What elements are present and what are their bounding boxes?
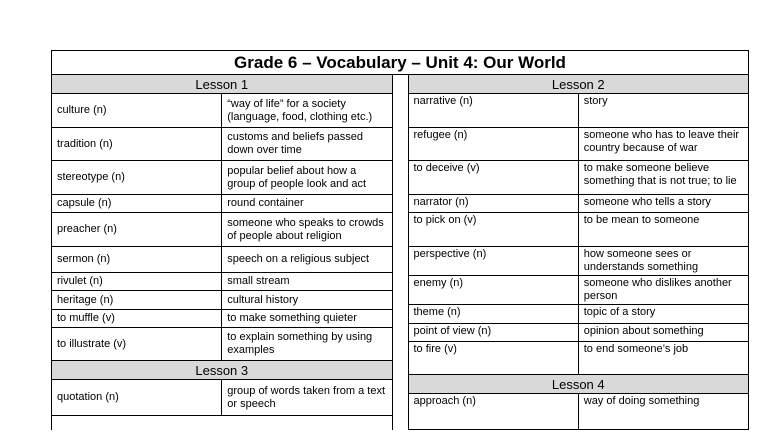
vocab-definition: someone who tells a story	[578, 195, 748, 213]
vocab-definition: to make someone believe something that is not true; to lie	[578, 161, 748, 195]
vocab-row	[409, 324, 749, 342]
vocab-definition: cultural history	[222, 291, 392, 310]
vocab-row	[52, 247, 392, 273]
lesson-label: Lesson 3	[52, 361, 392, 380]
vocab-definition: how someone sees or understands something	[578, 247, 748, 276]
vocab-term: approach (n)	[409, 394, 579, 430]
vocab-definition: topic of a story	[578, 305, 748, 324]
vocab-row	[409, 342, 749, 375]
vocab-definition: opinion about something	[578, 324, 748, 342]
lesson-label: Lesson 1	[52, 75, 392, 94]
vocab-term: to pick on (v)	[409, 213, 579, 247]
vocab-definition: someone who has to leave their country because of war	[578, 128, 748, 161]
vocab-definition: someone who dislikes another person	[578, 276, 748, 305]
vocab-table-right	[409, 75, 749, 430]
vocab-definition: to be mean to someone	[578, 213, 748, 247]
vocab-row	[52, 128, 392, 161]
vocab-row	[52, 213, 392, 247]
vocab-definition: way of doing something	[578, 394, 748, 430]
vocab-term: culture (n)	[52, 94, 222, 128]
vocab-definition: group of words taken from a text or speech	[222, 380, 392, 416]
lesson-label: Lesson 4	[409, 375, 749, 394]
vocab-row	[52, 380, 392, 416]
vocab-term: rivulet (n)	[52, 273, 222, 291]
vocab-row	[409, 394, 749, 430]
vocab-term: tradition (n)	[52, 128, 222, 161]
vocabulary-columns	[52, 75, 748, 430]
vocab-table-left	[52, 75, 392, 416]
vocab-term: sermon (n)	[52, 247, 222, 273]
page-title: Grade 6 – Vocabulary – Unit 4: Our World	[52, 51, 748, 75]
vocabulary-sheet	[51, 50, 749, 430]
lesson-header	[52, 361, 392, 380]
vocab-definition: to end someone’s job	[578, 342, 748, 375]
vocab-term: to muffle (v)	[52, 310, 222, 328]
vocab-row	[409, 195, 749, 213]
vocab-definition: small stream	[222, 273, 392, 291]
left-column	[52, 75, 392, 430]
vocab-definition: speech on a religious subject	[222, 247, 392, 273]
vocab-definition: customs and beliefs passed down over time	[222, 128, 392, 161]
vocab-row	[409, 247, 749, 276]
vocab-definition: round container	[222, 195, 392, 213]
lesson-header	[409, 375, 749, 394]
lesson-header	[52, 75, 392, 94]
vocab-row	[52, 291, 392, 310]
vocab-term: to illustrate (v)	[52, 328, 222, 361]
vocab-definition: story	[578, 94, 748, 128]
vocab-row	[52, 195, 392, 213]
vocab-definition: to make something quieter	[222, 310, 392, 328]
vocab-definition: “way of life” for a society (language, food, clothing etc.)	[222, 94, 392, 128]
vocab-term: quotation (n)	[52, 380, 222, 416]
lesson-label: Lesson 2	[409, 75, 749, 94]
vocab-term: to deceive (v)	[409, 161, 579, 195]
vocab-term: preacher (n)	[52, 213, 222, 247]
vocab-row	[409, 305, 749, 324]
right-column	[409, 75, 749, 430]
lesson-header	[409, 75, 749, 94]
column-gap	[392, 75, 409, 430]
vocab-row	[409, 276, 749, 305]
vocab-term: capsule (n)	[52, 195, 222, 213]
vocab-row	[52, 273, 392, 291]
vocab-term: to fire (v)	[409, 342, 579, 375]
vocab-term: theme (n)	[409, 305, 579, 324]
vocab-row	[409, 161, 749, 195]
vocab-term: refugee (n)	[409, 128, 579, 161]
vocab-row	[409, 128, 749, 161]
vocab-definition: popular belief about how a group of people look and act	[222, 161, 392, 195]
vocab-term: narrative (n)	[409, 94, 579, 128]
vocab-row	[52, 328, 392, 361]
vocab-term: stereotype (n)	[52, 161, 222, 195]
vocab-term: point of view (n)	[409, 324, 579, 342]
vocab-definition: someone who speaks to crowds of people about religion	[222, 213, 392, 247]
vocab-term: enemy (n)	[409, 276, 579, 305]
vocab-term: narrator (n)	[409, 195, 579, 213]
vocab-row	[52, 94, 392, 128]
vocab-row	[409, 213, 749, 247]
vocab-definition: to explain something by using examples	[222, 328, 392, 361]
vocab-term: perspective (n)	[409, 247, 579, 276]
vocab-row	[52, 161, 392, 195]
vocab-row	[409, 94, 749, 128]
vocab-row	[52, 310, 392, 328]
vocab-term: heritage (n)	[52, 291, 222, 310]
